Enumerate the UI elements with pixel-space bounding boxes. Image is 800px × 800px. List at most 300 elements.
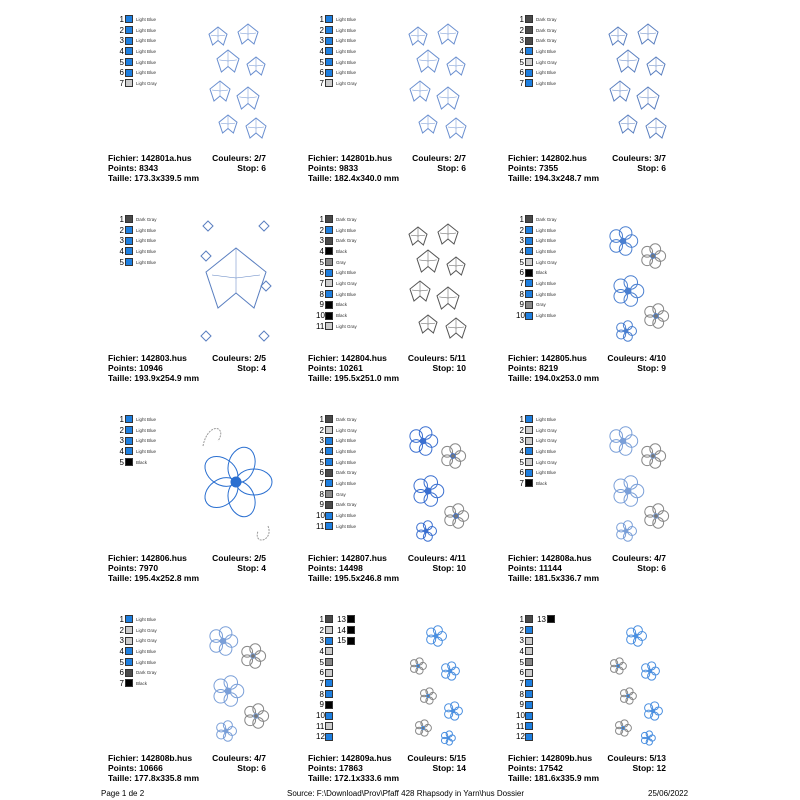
color-name: Light Blue: [136, 427, 157, 433]
embroidery-preview: [598, 416, 674, 548]
color-name: Light Gray: [536, 259, 557, 265]
palette-row: [316, 78, 357, 89]
stop-count: Stop: 6: [637, 563, 666, 573]
color-swatch: [325, 237, 333, 245]
palette-row: [316, 500, 357, 511]
palette-row: [116, 414, 156, 425]
color-name: Light Blue: [136, 70, 157, 76]
color-name: Light Blue: [136, 27, 157, 33]
color-swatch: [125, 637, 133, 645]
color-name: Light Blue: [536, 416, 557, 422]
palette-row: [516, 478, 557, 489]
color-name: Dark Gray: [336, 470, 357, 476]
thread-number: 6: [319, 668, 324, 678]
stitch-points: Points: 8343: [108, 163, 159, 173]
palette-row: [516, 667, 558, 678]
palette-row: [516, 710, 558, 721]
color-swatch: [325, 501, 333, 509]
stitch-points: Points: 7355: [508, 163, 559, 173]
color-swatch: [525, 722, 533, 730]
palette-row: [316, 67, 357, 78]
embroidery-preview: [598, 616, 674, 748]
palette-row: [516, 225, 557, 236]
color-name: Light Blue: [536, 291, 557, 297]
thread-number: 1: [319, 14, 324, 24]
color-name: Light Gray: [536, 59, 557, 65]
palette-row: [316, 667, 358, 678]
thread-number: 7: [519, 678, 524, 688]
thread-number: 2: [519, 625, 524, 635]
color-palette: [516, 214, 557, 321]
palette-row: [116, 235, 157, 246]
thread-number: 6: [119, 68, 124, 78]
color-name: Light Blue: [136, 248, 157, 254]
thread-number: 4: [519, 646, 524, 656]
color-swatch: [325, 722, 333, 730]
palette-row: [316, 435, 357, 446]
thread-number: 1: [519, 614, 524, 624]
color-swatch: [525, 226, 533, 234]
color-swatch: [325, 490, 333, 498]
color-swatch: [525, 247, 533, 255]
palette-row: [516, 657, 558, 668]
color-swatch: [325, 669, 333, 677]
color-name: Gray: [336, 259, 346, 265]
palette-row: [116, 667, 157, 678]
palette-row: [116, 435, 156, 446]
color-swatch: [325, 690, 333, 698]
color-name: Light Blue: [136, 227, 157, 233]
palette-row: [316, 278, 357, 289]
color-swatch: [347, 626, 355, 634]
thread-number: 6: [319, 468, 324, 478]
color-name: Light Blue: [136, 59, 157, 65]
color-swatch: [325, 626, 333, 634]
thread-number: 7: [519, 278, 524, 288]
thread-number: 3: [319, 436, 324, 446]
color-swatch: [325, 37, 333, 45]
color-name: Black: [336, 302, 348, 308]
palette-row: [116, 14, 157, 25]
thread-number: 12: [316, 732, 325, 742]
palette-row: [316, 267, 357, 278]
color-swatch: [525, 26, 533, 34]
thread-number: 15: [337, 636, 346, 646]
palette-row: [516, 457, 557, 468]
palette-row: [516, 35, 557, 46]
palette-row: [116, 57, 157, 68]
color-swatch: [325, 79, 333, 87]
color-swatch: [325, 479, 333, 487]
color-swatch: [125, 615, 133, 623]
thread-number: 5: [119, 457, 124, 467]
color-count: Couleurs: 5/11: [407, 353, 466, 363]
color-name: Light Blue: [536, 227, 557, 233]
palette-row: [516, 435, 557, 446]
color-swatch: [325, 226, 333, 234]
file-name: Fichier: 142809b.hus: [508, 753, 593, 763]
palette-row: [316, 446, 357, 457]
color-swatch: [325, 290, 333, 298]
file-name: Fichier: 142804.hus: [308, 353, 387, 363]
color-name: Light Blue: [336, 59, 357, 65]
file-name: Fichier: 142808a.hus: [508, 553, 592, 563]
thread-number: 5: [119, 257, 124, 267]
color-palette: [116, 214, 157, 267]
palette-row: [316, 510, 357, 521]
color-name: Light Gray: [336, 427, 357, 433]
color-swatch: [325, 712, 333, 720]
palette-row: [316, 25, 357, 36]
design-size: Taille: 194.0x253.0 mm: [508, 373, 600, 383]
palette-row: [516, 721, 558, 732]
color-name: Light Gray: [336, 280, 357, 286]
color-palette: [116, 614, 157, 689]
color-name: Light Gray: [136, 627, 157, 633]
thread-number: 2: [319, 25, 324, 35]
color-swatch: [125, 426, 133, 434]
color-swatch: [325, 512, 333, 520]
design-size: Taille: 193.9x254.9 mm: [108, 373, 200, 383]
embroidery-preview: [198, 16, 274, 148]
palette-row: [116, 225, 157, 236]
palette-row: [316, 310, 357, 321]
thread-number: 3: [519, 436, 524, 446]
color-swatch: [525, 269, 533, 277]
color-palette: [316, 14, 357, 89]
page-number: Page 1 de 2: [101, 789, 145, 798]
palette-row: [516, 67, 557, 78]
color-swatch: [125, 79, 133, 87]
color-swatch: [325, 615, 333, 623]
color-swatch: [525, 312, 533, 320]
stitch-points: Points: 11144: [508, 563, 562, 573]
color-swatch: [125, 647, 133, 655]
color-name: Light Blue: [536, 470, 557, 476]
color-swatch: [325, 301, 333, 309]
palette-row: [316, 289, 357, 300]
file-name: Fichier: 142809a.hus: [308, 753, 392, 763]
color-swatch: [525, 647, 533, 655]
design-card: [508, 210, 708, 383]
color-name: Light Blue: [536, 48, 557, 54]
design-size: Taille: 194.3x248.7 mm: [508, 173, 600, 183]
design-size: Taille: 195.5x246.8 mm: [308, 573, 400, 583]
color-swatch: [125, 437, 133, 445]
thread-number: 10: [516, 711, 525, 721]
color-count: Couleurs: 5/13: [607, 753, 666, 763]
thread-number: 4: [319, 646, 324, 656]
thread-number: 6: [319, 68, 324, 78]
color-name: Light Gray: [536, 427, 557, 433]
thread-number: 1: [519, 414, 524, 424]
color-name: Dark Gray: [336, 416, 357, 422]
color-swatch: [125, 679, 133, 687]
color-name: Light Gray: [136, 80, 157, 86]
color-name: Light Blue: [336, 27, 357, 33]
palette-row: [316, 646, 358, 657]
color-name: Light Blue: [336, 438, 357, 444]
thread-number: 5: [119, 57, 124, 67]
palette-row: [116, 635, 157, 646]
color-swatch: [325, 679, 333, 687]
stop-count: Stop: 4: [237, 563, 266, 573]
thread-number: 2: [119, 425, 124, 435]
color-count: Couleurs: 2/5: [212, 553, 266, 563]
palette-row: [316, 521, 357, 532]
stop-count: Stop: 14: [432, 763, 466, 773]
color-swatch: [325, 47, 333, 55]
palette-row: [316, 35, 357, 46]
palette-row: [516, 46, 557, 57]
thread-number: 5: [319, 657, 324, 667]
color-swatch: [325, 215, 333, 223]
color-swatch: [525, 58, 533, 66]
color-swatch: [125, 447, 133, 455]
palette-row: [116, 46, 157, 57]
color-swatch: [325, 279, 333, 287]
embroidery-preview: [198, 216, 274, 348]
palette-row: [316, 246, 357, 257]
thread-number: 1: [119, 614, 124, 624]
color-swatch: [525, 637, 533, 645]
color-name: Dark Gray: [536, 16, 557, 22]
color-swatch: [525, 615, 533, 623]
thread-number: 2: [119, 25, 124, 35]
palette-row: [516, 425, 557, 436]
thread-number: 1: [319, 214, 324, 224]
color-swatch: [325, 637, 333, 645]
file-name: Fichier: 142808b.hus: [108, 753, 193, 763]
color-swatch: [325, 15, 333, 23]
thread-number: 10: [516, 311, 525, 321]
color-name: Light Gray: [336, 80, 357, 86]
color-swatch: [125, 237, 133, 245]
thread-number: 4: [319, 46, 324, 56]
color-name: Black: [136, 459, 148, 465]
palette-row: [516, 700, 558, 711]
palette-row: [116, 678, 157, 689]
color-palette: [116, 414, 156, 467]
file-name: Fichier: 142803.hus: [108, 353, 187, 363]
color-name: Dark Gray: [336, 216, 357, 222]
color-palette: [316, 414, 357, 532]
color-count: Couleurs: 4/7: [612, 553, 666, 563]
color-swatch: [525, 733, 533, 741]
thread-number: 7: [119, 678, 124, 688]
palette-row: [116, 446, 156, 457]
thread-number: 8: [519, 689, 524, 699]
thread-number: 6: [519, 468, 524, 478]
palette-row: [516, 467, 557, 478]
palette-row: [316, 257, 357, 268]
stop-count: Stop: 4: [237, 363, 266, 373]
thread-number: 1: [119, 414, 124, 424]
color-name: Light Gray: [336, 323, 357, 329]
thread-number: 7: [319, 78, 324, 88]
color-name: Dark Gray: [136, 216, 157, 222]
thread-number: 2: [319, 425, 324, 435]
color-swatch: [525, 669, 533, 677]
design-card: [108, 10, 308, 183]
color-swatch: [525, 47, 533, 55]
thread-number: 11: [316, 721, 325, 731]
thread-number: 9: [319, 700, 324, 710]
color-swatch: [125, 658, 133, 666]
color-swatch: [125, 69, 133, 77]
color-name: Gray: [336, 491, 346, 497]
color-swatch: [525, 37, 533, 45]
palette-row: [516, 278, 557, 289]
color-swatch: [525, 437, 533, 445]
color-palette: [316, 214, 357, 332]
design-card: [108, 610, 308, 783]
file-name: Fichier: 142805.hus: [508, 353, 587, 363]
color-swatch: [525, 237, 533, 245]
stop-count: Stop: 6: [237, 163, 266, 173]
stitch-points: Points: 10946: [108, 363, 163, 373]
color-swatch: [525, 658, 533, 666]
color-name: Dark Gray: [536, 27, 557, 33]
thread-number: 11: [516, 721, 525, 731]
thread-number: 1: [119, 14, 124, 24]
stitch-points: Points: 17542: [508, 763, 563, 773]
thread-number: 8: [319, 289, 324, 299]
color-name: Gray: [536, 302, 546, 308]
thread-number: 13: [337, 614, 346, 624]
design-card: [308, 410, 508, 583]
palette-row: [516, 267, 557, 278]
color-palette: [116, 14, 157, 89]
color-swatch: [325, 322, 333, 330]
color-name: Dark Gray: [536, 38, 557, 44]
color-swatch: [125, 215, 133, 223]
palette-row: [316, 489, 357, 500]
thread-number: 4: [119, 646, 124, 656]
design-card: [508, 610, 708, 783]
thread-number: 3: [119, 36, 124, 46]
palette-row: [316, 321, 357, 332]
thread-number: 4: [519, 46, 524, 56]
palette-row: [316, 678, 358, 689]
color-count: Couleurs: 5/15: [407, 753, 466, 763]
palette-row: [516, 414, 557, 425]
file-name: Fichier: 142801a.hus: [108, 153, 192, 163]
thread-number: 1: [319, 614, 324, 624]
stop-count: Stop: 6: [437, 163, 466, 173]
color-swatch: [525, 415, 533, 423]
palette-row: [516, 57, 557, 68]
color-swatch: [347, 637, 355, 645]
palette-row: [316, 625, 358, 636]
palette-row: [516, 689, 558, 700]
design-size: Taille: 181.6x335.9 mm: [508, 773, 600, 783]
color-name: Light Blue: [536, 70, 557, 76]
palette-row: [316, 14, 357, 25]
thread-number: 6: [119, 668, 124, 678]
color-swatch: [325, 312, 333, 320]
thread-number: 2: [319, 625, 324, 635]
color-swatch: [325, 269, 333, 277]
color-swatch: [525, 258, 533, 266]
palette-row: [516, 214, 557, 225]
file-name: Fichier: 142802.hus: [508, 153, 587, 163]
color-name: Light Blue: [336, 480, 357, 486]
palette-row: [316, 689, 358, 700]
thread-number: 13: [537, 614, 546, 624]
thread-number: 9: [319, 500, 324, 510]
stop-count: Stop: 10: [432, 363, 466, 373]
color-swatch: [325, 458, 333, 466]
palette-row: [316, 635, 358, 646]
thread-number: 5: [319, 257, 324, 267]
color-swatch: [325, 415, 333, 423]
color-swatch: [525, 679, 533, 687]
color-swatch: [525, 690, 533, 698]
design-card: [108, 410, 308, 583]
color-swatch: [525, 15, 533, 23]
color-name: Light Blue: [136, 416, 157, 422]
palette-row: [516, 625, 558, 636]
design-card: [308, 610, 508, 783]
design-size: Taille: 181.5x336.7 mm: [508, 573, 600, 583]
palette-row: [516, 678, 558, 689]
thread-number: 9: [519, 700, 524, 710]
color-swatch: [525, 215, 533, 223]
color-name: Light Blue: [336, 459, 357, 465]
embroidery-preview: [198, 416, 274, 548]
design-size: Taille: 177.8x335.8 mm: [108, 773, 200, 783]
color-swatch: [125, 247, 133, 255]
color-name: Light Blue: [536, 313, 557, 319]
thread-number: 2: [519, 25, 524, 35]
color-swatch: [125, 26, 133, 34]
embroidery-preview: [598, 16, 674, 148]
stitch-points: Points: 10666: [108, 763, 163, 773]
color-name: Light Blue: [136, 448, 157, 454]
thread-number: 2: [119, 625, 124, 635]
color-swatch: [125, 226, 133, 234]
color-swatch: [347, 615, 355, 623]
design-size: Taille: 173.3x339.5 mm: [108, 173, 200, 183]
stitch-points: Points: 8219: [508, 363, 559, 373]
thread-number: 6: [319, 268, 324, 278]
color-name: Dark Gray: [536, 216, 557, 222]
stitch-points: Points: 17863: [308, 763, 363, 773]
thread-number: 3: [519, 36, 524, 46]
color-swatch: [125, 626, 133, 634]
palette-row: [116, 257, 157, 268]
thread-number: 3: [119, 436, 124, 446]
color-count: Couleurs: 3/7: [612, 153, 666, 163]
embroidery-preview: [398, 416, 474, 548]
thread-number: 3: [519, 636, 524, 646]
color-swatch: [325, 658, 333, 666]
palette-row: [116, 214, 157, 225]
color-name: Light Gray: [536, 459, 557, 465]
palette-row: [116, 67, 157, 78]
palette-row: [516, 635, 558, 646]
color-palette: [516, 614, 558, 742]
color-name: Light Blue: [136, 648, 157, 654]
palette-row: [316, 614, 358, 625]
design-card: [308, 210, 508, 383]
palette-row: [316, 700, 358, 711]
thread-number: 14: [337, 625, 346, 635]
palette-row: [316, 46, 357, 57]
palette-row: [316, 478, 357, 489]
palette-row: [516, 310, 557, 321]
